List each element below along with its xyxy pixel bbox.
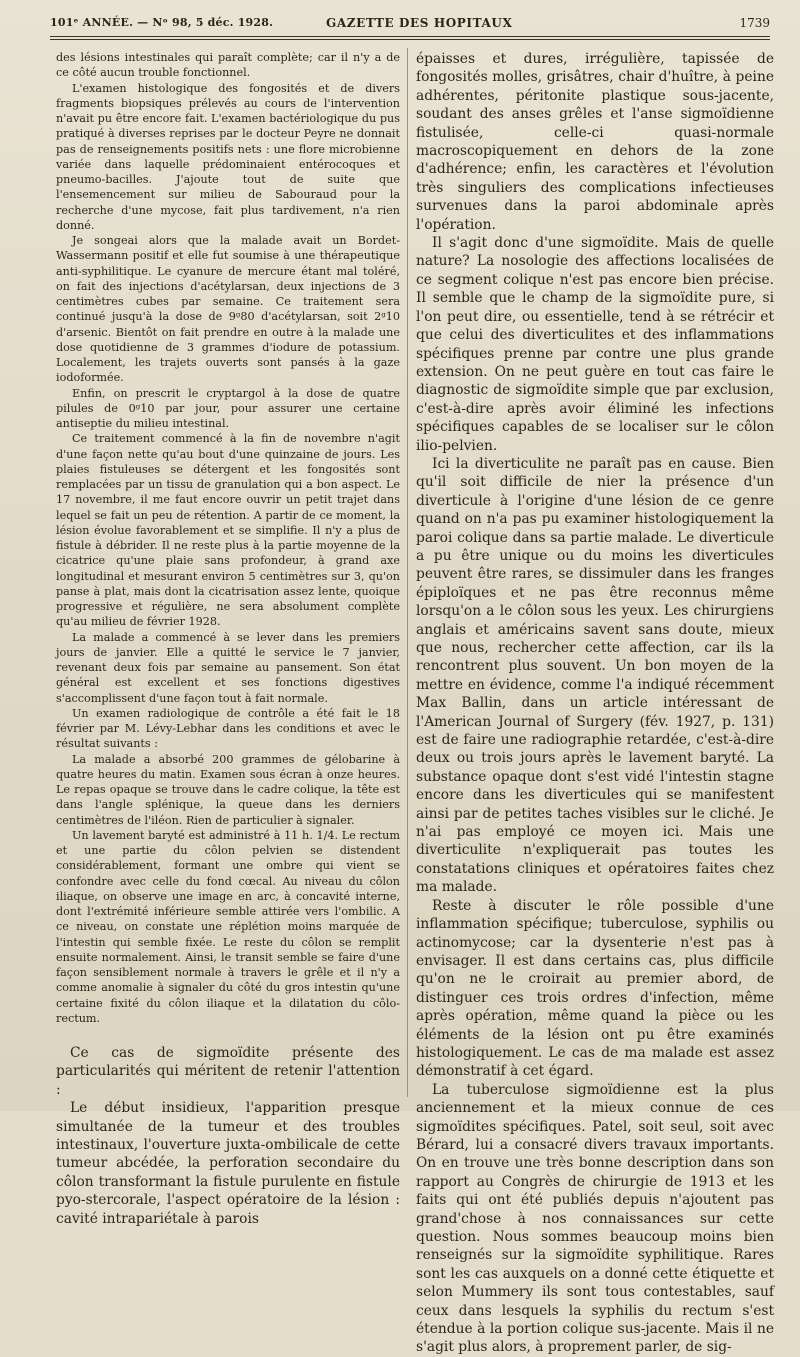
paragraph: La malade a commencé à se lever dans les premiers jours de janvier. Elle a quitté le service le 7 janvier, revenant deux fois par semaine au pansement. Son état général est excellent et ses fonctions digestives s'accomplissent d'une façon tout à fait normale. xyxy=(56,630,400,705)
paragraph: La malade a absorbé 200 grammes de gélobarine à quatre heures du matin. Examen sous écran à onze heures. Le repas opaque se trouve dans le cadre colique, la tête est dans l'angle splénique, la queue dans les derniers centimètres de l'iléon. Rien de particulier à signaler. xyxy=(56,752,400,827)
section-gap xyxy=(56,1026,400,1044)
left-column xyxy=(56,50,400,1227)
paragraph: Le début insidieux, l'apparition presque simultanée de la tumeur et des troubles intestinaux, l'ouverture juxta-ombilicale de cette tumeur abcédée, la perforation secondaire du côlon transformant la fistule purulente en fistule pyo-stercorale, l'aspect opératoire de la lésion : cavité intrapariétale à parois xyxy=(56,1100,400,1227)
paragraph: épaisses et dures, irrégulière, tapissée de fongosités molles, grisâtres, chair d'huître, à peine adhérentes, péritonite plastique sous-jacente, soudant des anses grêles et l'anse sigmoïdienne fistulisée, celle-ci quasi-normale macroscopiquement en dehors de la zone d'adhérence; enfin, les caractères et l'évolution très singuliers des complications infectieuses survenues dans la paroi abdominale après l'opération. xyxy=(416,51,774,233)
right-column xyxy=(416,50,774,1356)
paragraph: des lésions intestinales qui paraît complète; car il n'y a de ce côté aucun trouble fonctionnel. xyxy=(56,51,400,80)
paragraph: Un lavement baryté est administré à 11 h. 1/4. Le rectum et une partie du côlon pelvien se distendent considérablement, formant une ombre qui vient se confondre avec celle du fond cœcal. Au niveau du côlon iliaque, on observe une image en arc, à concavité interne, dont l'extrémité inférieure semble attirée vers l'ombilic. A ce niveau, on constate une réplétion moins marquée de l'intestin qui semble fixée. Le reste du côlon se remplit ensuite normalement. Ainsi, le transit semble se faire d'une façon sensiblement normale à travers le grêle et il n'y a comme anomalie à signaler du côté du gros intestin qu'une certaine fixité du côlon iliaque et la dilatation du côlo-rectum. xyxy=(56,828,400,1025)
paragraph: Il s'agit donc d'une sigmoïdite. Mais de quelle nature? La nosologie des affections localisées de ce segment colique n'est pas encore bien précise. Il semble que le champ de la sigmoïdite pure, si l'on peut dire, ou essentielle, tend à se rétrécir et que celui des diverticulites et des inflammations spécifiques prenne par contre une plus grande extension. On ne peut guère en tout cas faire le diagnostic de sigmoïdite simple que par exclusion, c'est-à-dire après avoir éliminé les infections spécifiques capables de se localiser sur le côlon ilio-pelvien. xyxy=(416,235,774,454)
page-number: 1739 xyxy=(739,16,770,30)
paragraph: Ici la diverticulite ne paraît pas en cause. Bien qu'il soit difficile de nier la présence d'un diverticule à l'origine d'une lésion de ce genre quand on n'a pas pu examiner histologiquement la paroi colique dans sa partie malade. Le diverticule a pu être unique ou du moins les diverticules peuvent être rares, se dissimuler dans les franges épiploïques et ne pas être reconnus même lorsqu'on a le côlon sous les yeux. Les chirurgiens anglais et américains savent sans doute, mieux que nous, rechercher cette affection, car ils la rencontrent plus souvent. Un bon moyen de la mettre en évidence, comme l'a indiqué récemment Max Ballin, dans un article intéressant de l'American Journal of Surgery (fév. 1927, p. 131) est de faire une radiographie retardée, c'est-à-dire deux ou trois jours après le lavement baryté. La substance opaque dont s'est vidé l'intestin stagne encore dans les diverticules qui se manifestent ainsi par de petites taches visibles sur le cliché. Je n'ai pas employé ce moyen ici. Mais une diverticulite n'expliquerait pas toutes les constatations cliniques et opératoires faites chez ma malade. xyxy=(416,455,774,896)
column-divider xyxy=(407,48,408,1097)
paragraph: L'examen histologique des fongosités et de divers fragments biopsiques prélevés au cours de l'intervention n'avait pu être encore fait. L'examen bactériologique du pus pratiqué à diverses reprises par le docteur Peyre ne donnait pas de renseignements positifs nets : une flore microbienne variée dans laquelle prédominaient entérocoques et pneumo-bacilles. J'ajoute tout de suite que l'ensemencement sur milieu de Sabouraud pour la recherche d'une mycose, fait plus tardivement, n'a rien donné. xyxy=(56,81,400,232)
paragraph: La tuberculose sigmoïdienne est la plus anciennement et la mieux connue de ces sigmoïdites spécifiques. Patel, soit seul, soit avec Bérard, lui a consacré divers travaux importants. On en trouve une très bonne description dans son rapport au Congrès de chirurgie de 1913 et les faits qui ont été publiés depuis n'ajoutent pas grand'chose à nos connaissances sur cette question. Nous sommes beaucoup moins bien renseignés sur la sigmoïdite syphilitique. Rares sont les cas auxquels on a donné cette étiquette et selon Mummery ils sont tous contestables, sauf ceux dans lesquels la syphilis du rectum s'est étendue à la portion colique sus-jacente. Mais il ne s'agit plus alors, à proprement parler, de sig- xyxy=(416,1081,774,1356)
section-lead: Ce cas de sigmoïdite présente des particularités qui méritent de retenir l'attention : xyxy=(56,1045,400,1098)
header-rule xyxy=(50,36,770,37)
paragraph: Reste à discuter le rôle possible d'une inflammation spécifique; tuberculose, syphilis ou actinomycose; car la dysenterie n'est pas à envisager. Il est dans certains cas, plus difficile qu'on ne le croirait au premier abord, de distinguer ces trois ordres d'infection, même après opération, même quand la pièce ou les éléments de la lésion ont pu être examinés histologiquement. Le cas de ma malade est assez démonstratif à cet égard. xyxy=(416,897,774,1080)
header-rule-second xyxy=(50,39,770,40)
paragraph: Un examen radiologique de contrôle a été fait le 18 février par M. Lévy-Lebhar dans les conditions et avec le résultat suivants : xyxy=(56,706,400,751)
paragraph: Enfin, on prescrit le cryptargol à la dose de quatre pilules de 0ᵍ10 par jour, pour assurer une certaine antiseptie du milieu intestinal. xyxy=(56,386,400,430)
paragraph: Ce traitement commencé à la fin de novembre n'agit d'une façon nette qu'au bout d'une quinzaine de jours. Les plaies fistuleuses se détergent et les fongosités sont remplacées par un tissu de granulation qui a bon aspect. Le 17 novembre, il me faut encore ouvrir un petit trajet dans lequel se fait un peu de rétention. A partir de ce moment, la lésion évolue favorablement et se simplifie. Il n'y a plus de fistule à débrider. Il ne reste plus à la partie moyenne de la cicatrice qu'une plaie sans profondeur, à grand axe longitudinal et mesurant environ 5 centimètres sur 3, qu'on panse à plat, mais dont la cicatrisation assez lente, quoique progressive et régulière, ne sera absolument complète qu'au milieu de février 1928. xyxy=(56,432,400,629)
issue-info: 101ᵉ ANNÉE. — Nᵒ 98, 5 déc. 1928. xyxy=(50,16,274,29)
paragraph: Je songeai alors que la malade avait un Bordet-Wassermann positif et elle fut soumise à une thérapeutique anti-syphilitique. Le cyanure de mercure étant mal toléré, on fait des injections d'acétylarsan, deux injections de 3 centimètres cubes par semaine. Ce traitement sera continué jusqu'à la dose de 9ᵍ80 d'acétylarsan, soit 2ᵍ10 d'arsenic. Bientôt on fait prendre en outre à la malade une dose quotidienne de 3 grammes d'iodure de potassium. Localement, les trajets ouverts sont pansés à la gaze iodoformée. xyxy=(56,234,400,385)
journal-title: GAZETTE DES HOPITAUX xyxy=(326,16,513,30)
